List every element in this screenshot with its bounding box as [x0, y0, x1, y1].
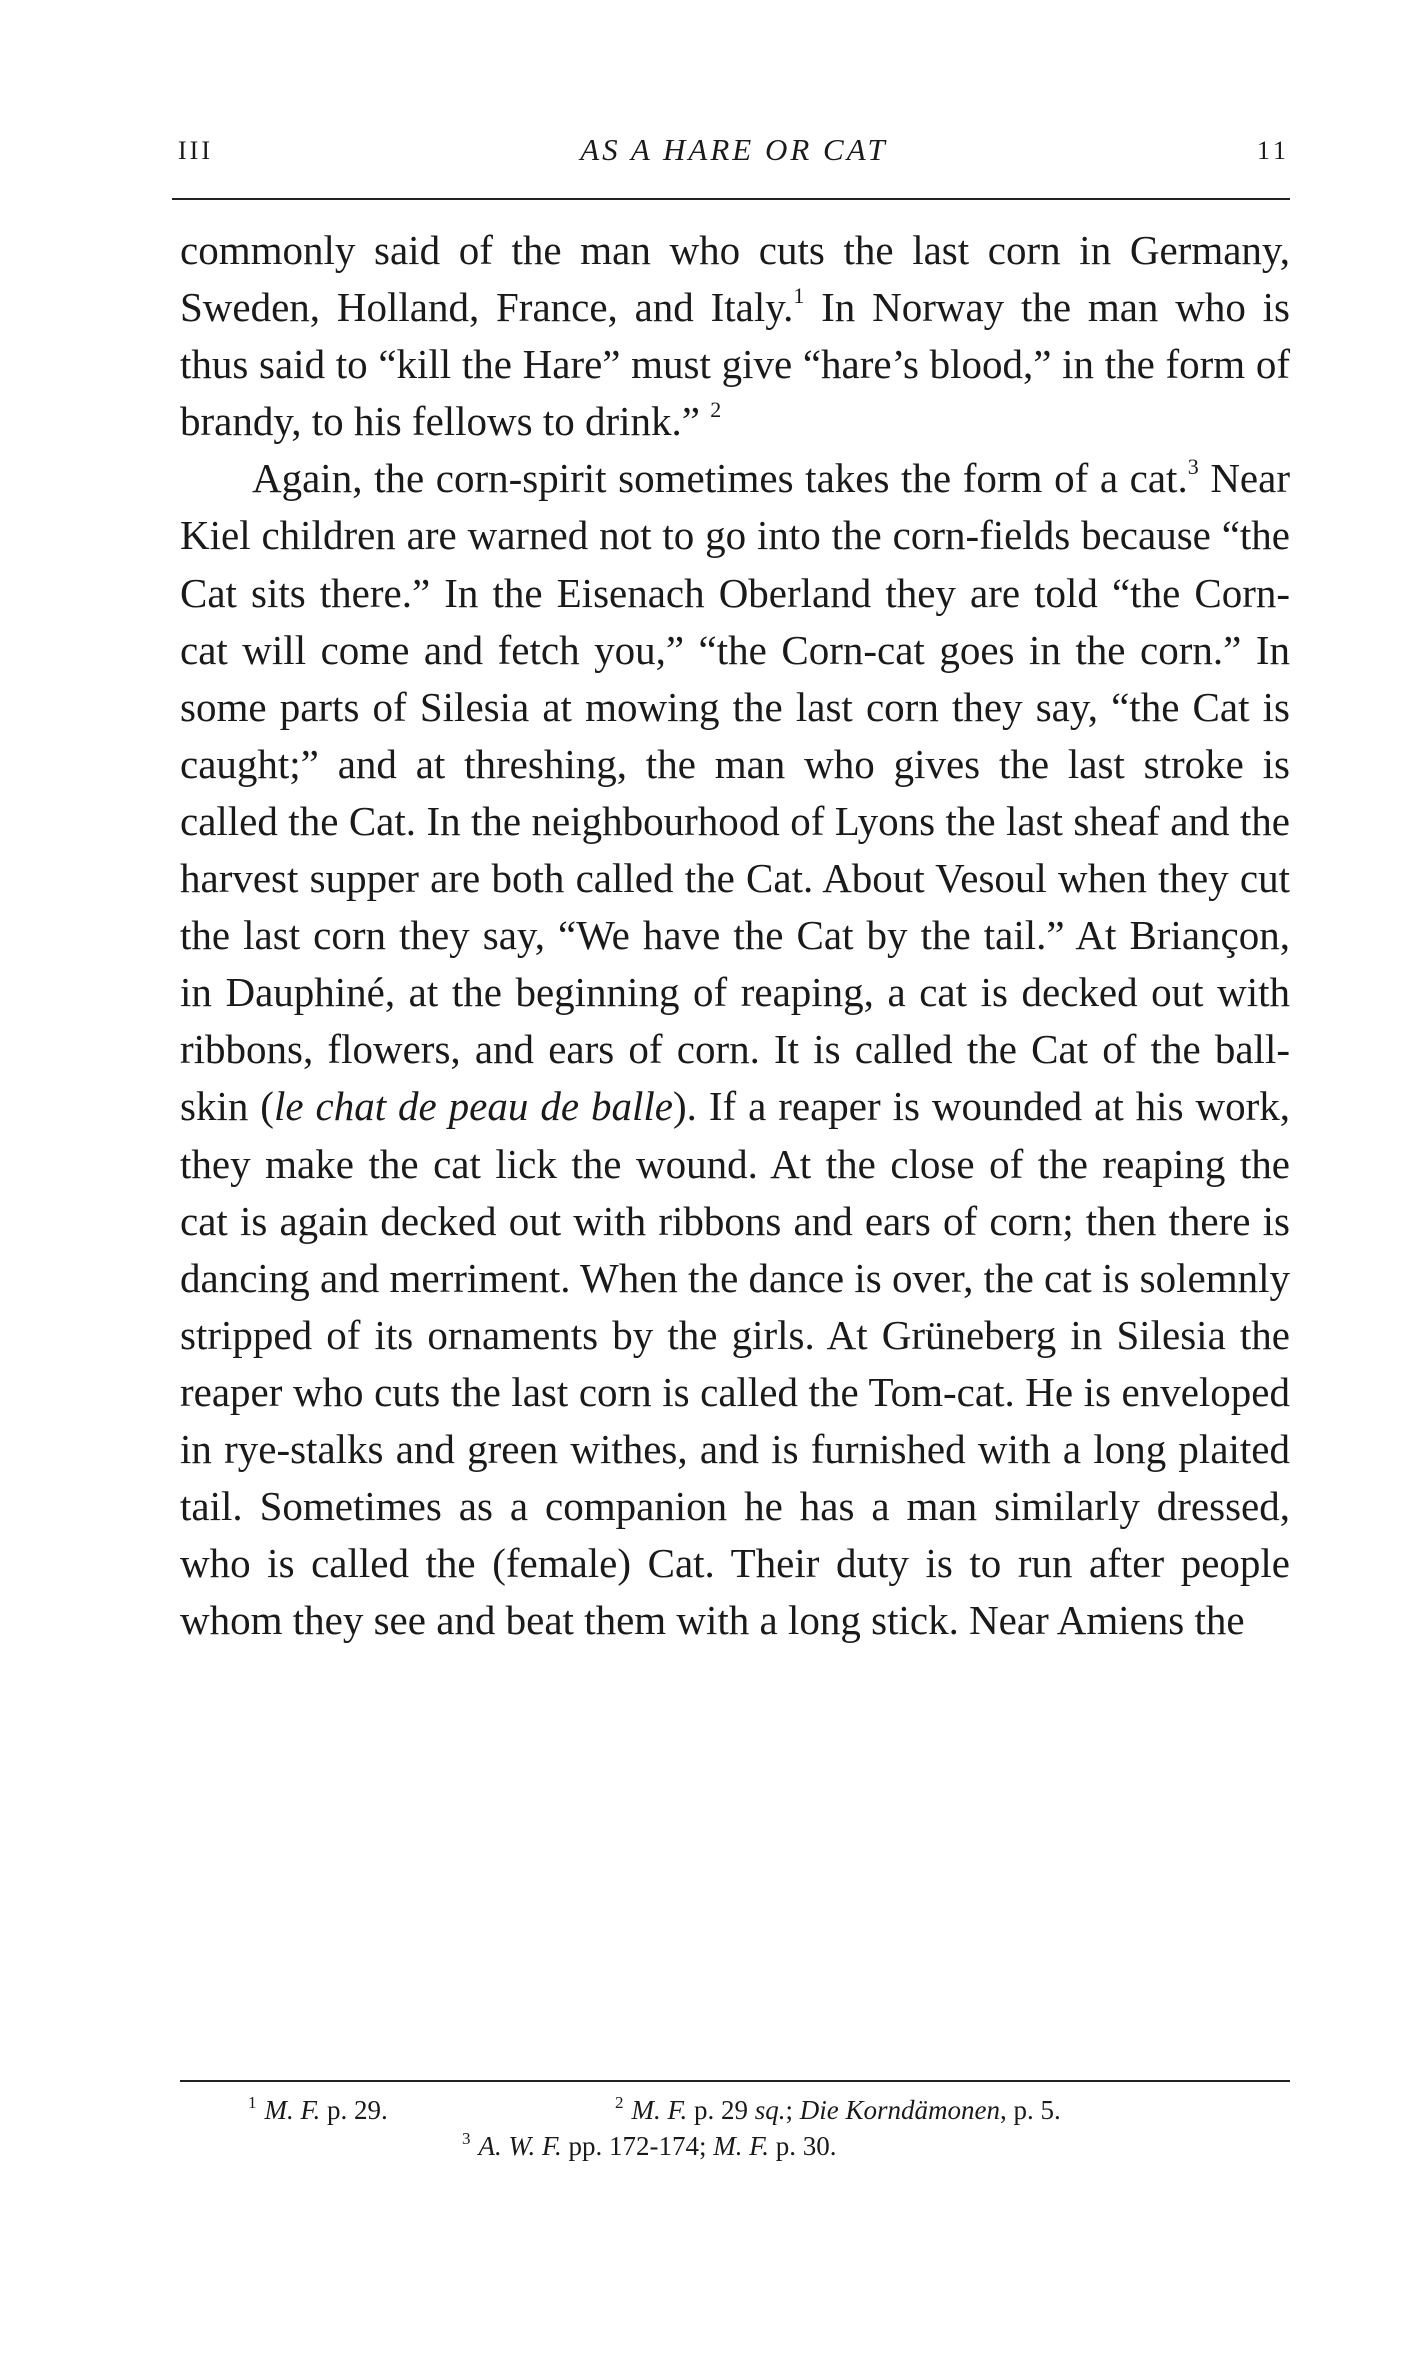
- paragraph-2: [180, 450, 1290, 1649]
- footnote-1-rest: p. 29.: [320, 2095, 388, 2125]
- footnote-1-source: M. F.: [264, 2095, 321, 2125]
- footnote-2: [615, 2092, 1061, 2128]
- footnote-ref-1: 1: [793, 283, 805, 309]
- chapter-numeral: III: [178, 136, 213, 165]
- footnote-2-sep: ;: [785, 2095, 800, 2125]
- body-text: [180, 222, 1290, 1649]
- paragraph-1: [180, 222, 1290, 450]
- footnote-2-sq: sq.: [754, 2095, 786, 2125]
- footnote-2-marker: 2: [615, 2093, 624, 2112]
- running-head: [178, 132, 1290, 182]
- footnote-2-mid: p. 29: [687, 2095, 755, 2125]
- paragraph-1-text-b: In Norway the man who is thus said to “kill the Hare” must give “hare’s blood,” in the form of brandy, to his fellows to drink.”: [180, 284, 1290, 445]
- footnote-3: [462, 2128, 837, 2164]
- footnote-1-marker: 1: [248, 2093, 257, 2112]
- footnote-line-1: [180, 2092, 1290, 2128]
- paragraph-2-text-a: Again, the corn-spirit sometimes takes the form of a cat.: [252, 455, 1188, 502]
- footnote-2-rest: , p. 5.: [1000, 2095, 1061, 2125]
- footnote-ref-2: 2: [710, 397, 722, 423]
- footnote-2-source: M. F.: [631, 2095, 688, 2125]
- paragraph-1-text: commonly said of the man who cuts the last corn in Germany, Sweden, Holland, France, and Italy.: [180, 227, 1290, 331]
- page-number: 11: [1256, 136, 1290, 165]
- footnote-3-marker: 3: [462, 2129, 471, 2148]
- paragraph-2-text-b: Near Kiel children are warned not to go into the corn-fields because “the Cat sits there.” In the Eisenach Oberland they are told “the Corn-cat will come and fetch you,” “the Corn-cat goes in the corn.” In some parts of Silesia at mowing the last corn they say, “the Cat is caught;” and at threshing, the man who gives the last stroke is called the Cat. In the neighbourhood of Lyons the last sheaf and the harvest supper are both called the Cat. About Vesoul when they cut the last corn they say, “We have the Cat by the tail.” At Briançon, in Dauphiné, at the beginning of reaping, a cat is decked out with ribbons, flowers, and ears of corn. It is called the Cat of the ball-skin (: [180, 455, 1290, 1130]
- footnote-1: [248, 2092, 388, 2128]
- paragraph-2-text-c: ). If a reaper is wounded at his work, they make the cat lick the wound. At the close of the reaping the cat is again decked out with ribbons and ears of corn; then there is dancing and merriment. When the dance is over, the cat is solemnly stripped of its ornaments by the girls. At Grüneberg in Silesia the reaper who cuts the last corn is called the Tom-cat. He is enveloped in rye-stalks and green withes, and is furnished with a long plaited tail. Sometimes as a companion he has a man similarly dressed, who is called the (female) Cat. Their duty is to run after people whom they see and beat them with a long stick. Near Amiens the: [180, 1083, 1290, 1644]
- italic-phrase: le chat de peau de balle: [273, 1083, 673, 1130]
- footnote-3-rest: p. 30.: [769, 2131, 837, 2161]
- footnote-3-source: A. W. F.: [478, 2131, 562, 2161]
- header-rule: [172, 198, 1290, 200]
- footnote-rule: [180, 2080, 1290, 2082]
- footnotes: [180, 2092, 1290, 2164]
- footnote-3-source2: M. F.: [713, 2131, 770, 2161]
- footnote-line-2: [180, 2128, 1290, 2164]
- running-title: AS A HARE OR CAT: [580, 132, 888, 167]
- footnote-ref-3: 3: [1187, 454, 1199, 480]
- footnote-3-mid: pp. 172-174;: [561, 2131, 714, 2161]
- footnote-2-work: Die Korndämonen: [799, 2095, 1001, 2125]
